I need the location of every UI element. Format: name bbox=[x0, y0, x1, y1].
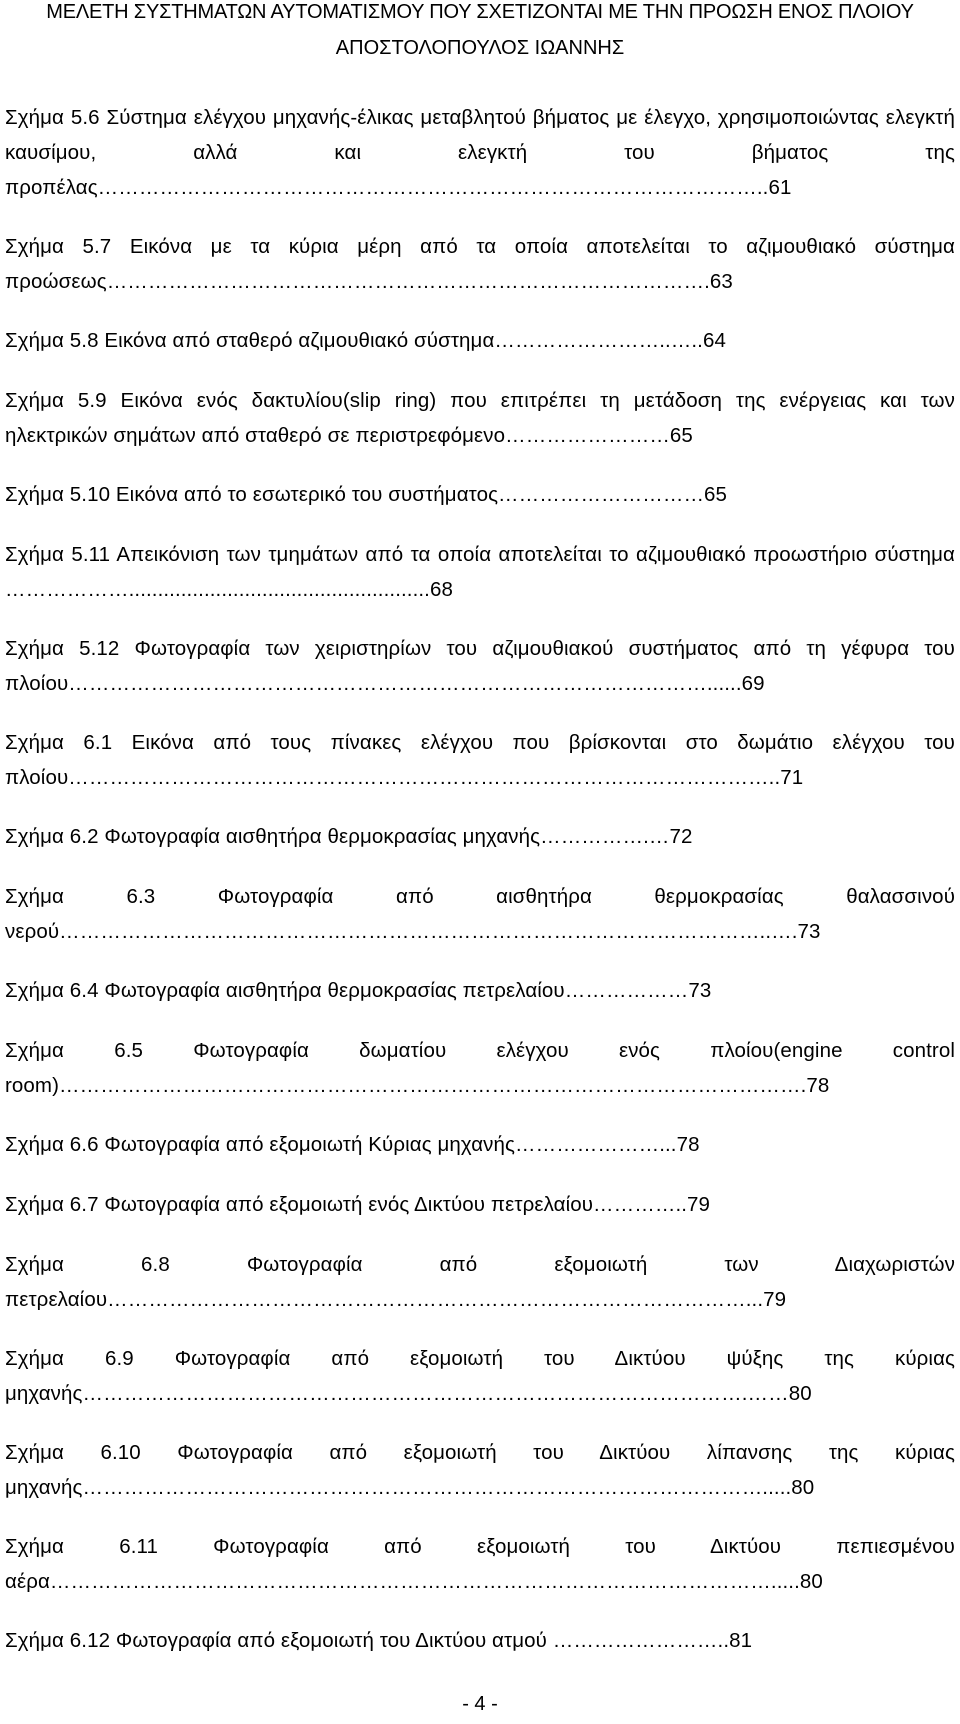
toc-entry-5-12: Σχήμα 5.12 Φωτογραφία των χειριστηρίων του αζιμουθιακού συστήματος από τη γέφυρα του πλοίου…………………………………………………………………………………......69 bbox=[5, 637, 955, 695]
toc-entry-6-10: Σχήμα 6.10 Φωτογραφία από εξομοιωτή του Δικτύου λίπανσης της κύριας μηχανής……………………………………………………………………………………….....80 bbox=[5, 1441, 955, 1499]
page-number: - 4 - bbox=[462, 1693, 498, 1715]
toc-entry-6-9: Σχήμα 6.9 Φωτογραφία από εξομοιωτή του Δικτύου ψύξης της κύριας μηχανής…………………………………………………………………………………….……80 bbox=[5, 1347, 955, 1405]
toc-entry-6-8: Σχήμα 6.8 Φωτογραφία από εξομοιωτή των Διαχωριστών πετρελαίου…………………………………………………………………………………...79 bbox=[5, 1253, 955, 1311]
toc-entry-5-8: Σχήμα 5.8 Εικόνα από σταθερό αζιμουθιακό σύστημα……………………..…..64 bbox=[5, 329, 726, 352]
toc-entry-6-7: Σχήμα 6.7 Φωτογραφία από εξομοιωτή ενός Δικτύου πετρελαίου…………..79 bbox=[5, 1193, 711, 1216]
toc-entry-6-2: Σχήμα 6.2 Φωτογραφία αισθητήρα θερμοκρασίας μηχανής…………….…72 bbox=[5, 825, 693, 848]
toc-entry-6-6: Σχήμα 6.6 Φωτογραφία από εξομοιωτή Κύριας μηχανής…………………...78 bbox=[5, 1133, 700, 1156]
document-title: ΜΕΛΕΤΗ ΣΥΣΤΗΜΑΤΩΝ ΑΥΤΟΜΑΤΙΣΜΟΥ ΠΟΥ ΣΧΕΤΙΖΟΝΤΑΙ ΜΕ ΤΗΝ ΠΡΟΩΣΗ ΕΝΟΣ ΠΛΟΙΟΥ bbox=[46, 1, 914, 23]
toc-entry-5-10: Σχήμα 5.10 Εικόνα από το εσωτερικό του συστήματος…………………………65 bbox=[5, 483, 728, 506]
toc-entry-6-4: Σχήμα 6.4 Φωτογραφία αισθητήρα θερμοκρασίας πετρελαίου………………73 bbox=[5, 979, 712, 1002]
toc-entry-6-12: Σχήμα 6.12 Φωτογραφία από εξομοιωτή του Δικτύου ατμού ……………………..81 bbox=[5, 1629, 753, 1652]
toc-entry-6-11: Σχήμα 6.11 Φωτογραφία από εξομοιωτή του Δικτύου πεπιεσμένου αέρα…………………………………………………………………………………………….....80 bbox=[5, 1535, 955, 1593]
toc-entry-5-9: Σχήμα 5.9 Εικόνα ενός δακτυλίου(slip ring) που επιτρέπει τη μετάδοση της ενέργειας και των ηλεκτρικών σημάτων από σταθερό σε περιστρεφόμενο……………………65 bbox=[5, 389, 955, 447]
page-header bbox=[0, 0, 960, 60]
list-of-figures bbox=[5, 100, 955, 1683]
toc-entry-5-7: Σχήμα 5.7 Εικόνα με τα κύρια μέρη από τα οποία αποτελείται το αζιμουθιακό σύστημα προώσεως…………………………………………………………………………….63 bbox=[5, 235, 955, 293]
toc-entry-6-1: Σχήμα 6.1 Εικόνα από τους πίνακες ελέγχου που βρίσκονται στο δωμάτιο ελέγχου του πλοίου…………………………………………………………………………………………..71 bbox=[5, 731, 955, 789]
toc-entry-5-6: Σχήμα 5.6 Σύστημα ελέγχου μηχανής-έλικας μεταβλητού βήματος με έλεγχο, χρησιμοποιώντας ελεγκτή καυσίμου, αλλά και ελεγκτή του βήματος της προπέλας……………………………………………………………………………………..61 bbox=[5, 106, 955, 199]
author-name: ΑΠΟΣΤΟΛΟΠΟΥΛΟΣ ΙΩΑΝΝΗΣ bbox=[335, 37, 625, 59]
toc-entry-6-5: Σχήμα 6.5 Φωτογραφία δωματίου ελέγχου ενός πλοίου(engine control room)……………………………………………………………………………………………….78 bbox=[5, 1039, 955, 1097]
toc-entry-6-3: Σχήμα 6.3 Φωτογραφία από αισθητήρα θερμοκρασίας θαλασσινού νερού…………………………………………………………………………………………..….73 bbox=[5, 885, 955, 943]
toc-entry-5-11: Σχήμα 5.11 Απεικόνιση των τμημάτων από τα οποία αποτελείται το αζιμουθιακό προωστήριο σύστημα ………………....................................................68 bbox=[5, 543, 955, 601]
